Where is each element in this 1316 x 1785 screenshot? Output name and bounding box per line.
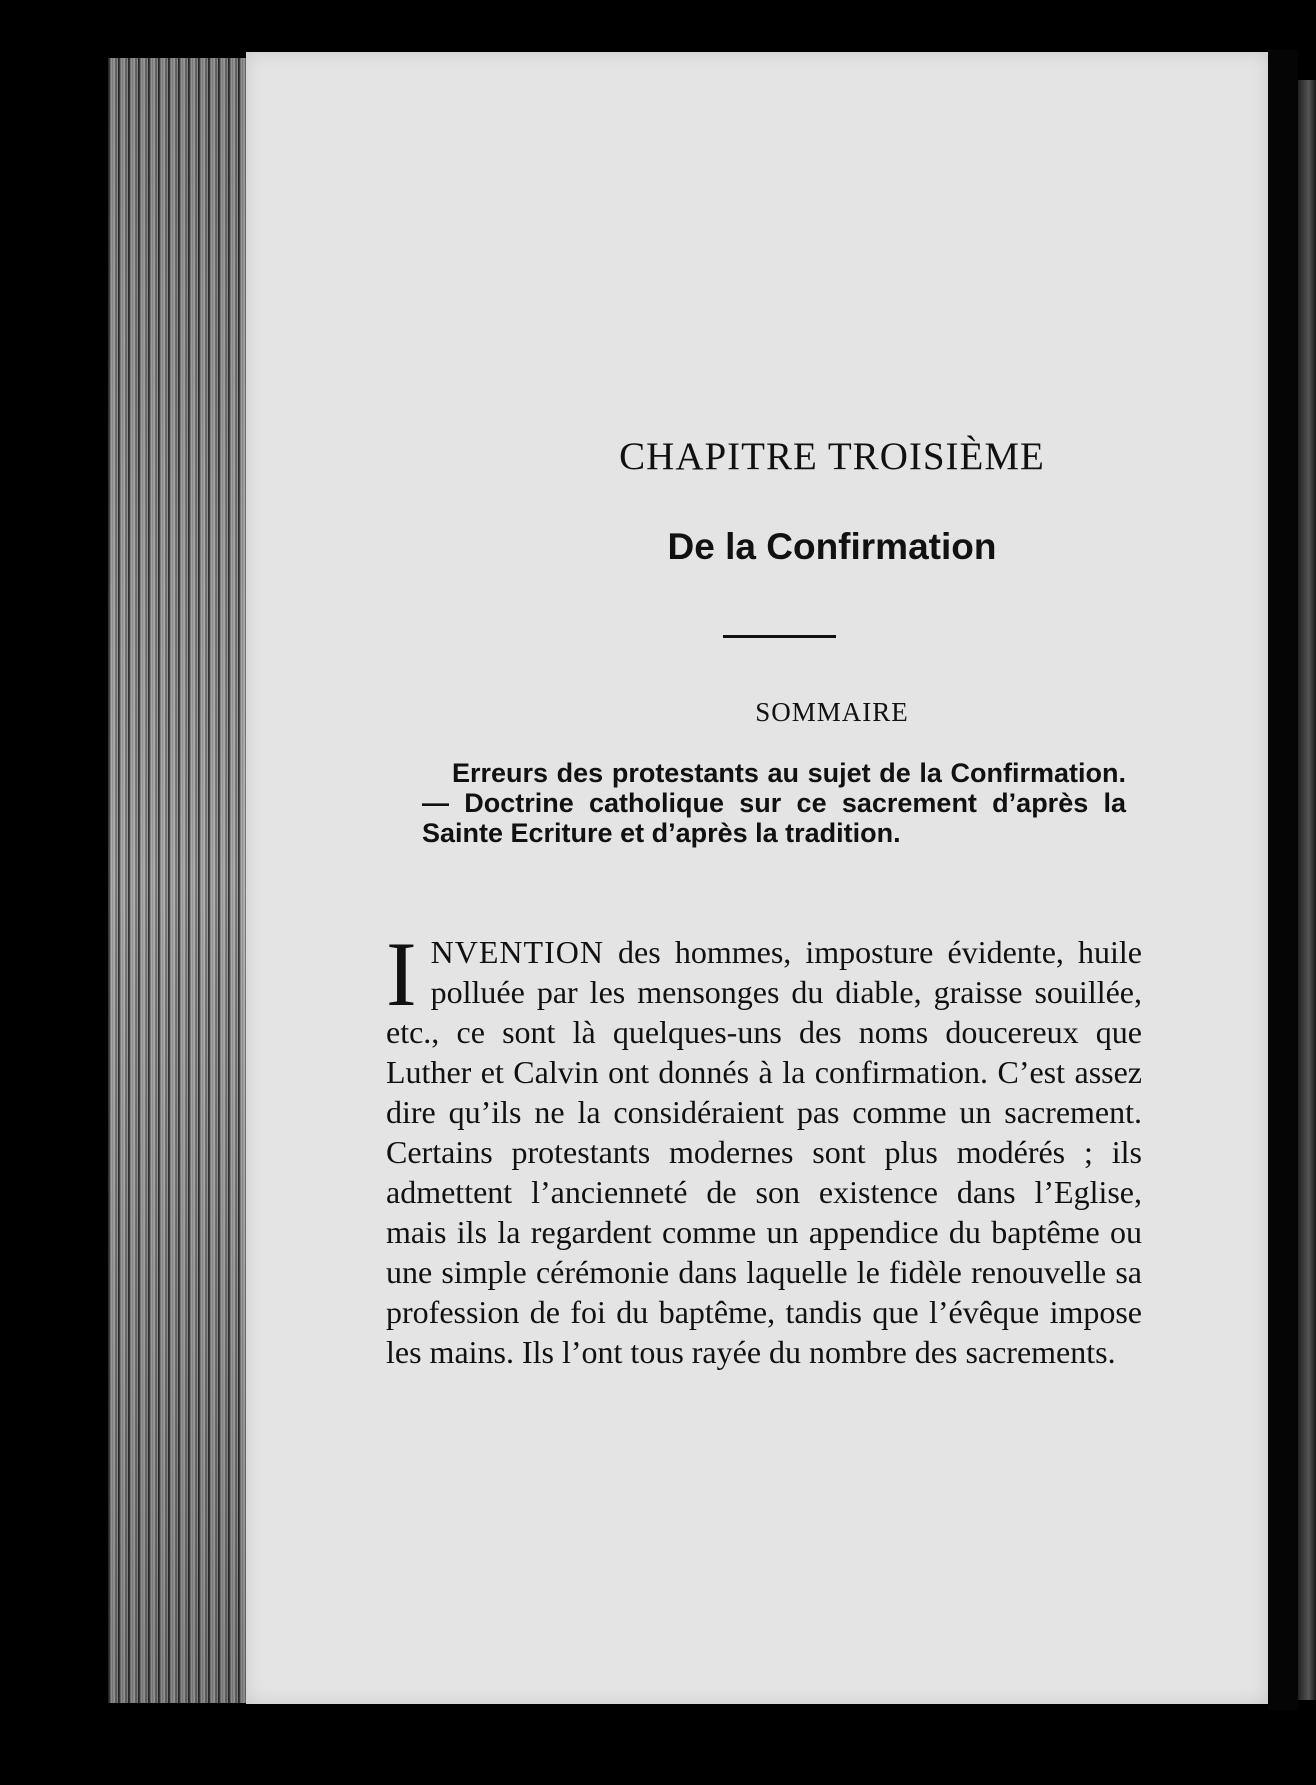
opening-word: NVENTION	[430, 934, 604, 970]
body-paragraph	[386, 923, 1142, 1372]
summary-heading: SOMMAIRE	[755, 697, 909, 727]
title-divider	[723, 635, 836, 638]
drop-cap: I	[386, 923, 417, 1025]
summary-text: Erreurs des protestants au sujet de la Confirmation. — Doctrine catholique sur ce sacrement d’après la Sainte Ecriture et d’après la tradition.	[422, 758, 1126, 848]
page-edges	[108, 58, 248, 1703]
next-page-sliver	[1298, 80, 1316, 1700]
body-text: des hommes, imposture évidente, huile polluée par les mensonges du diable, graisse souillée, etc., ce sont là quelques-uns des noms doucereux que Luther et Calvin ont donnés à la confirmation. C’est assez dire qu’ils ne la considéraient pas comme un sacrement. Certains protestants modernes sont plus modérés ; ils admettent l’ancienneté de son existence dans l’Eglise, mais ils la regardent comme un appendice du baptême ou une simple cérémonie dans laquelle le fidèle renouvelle sa profession de foi du baptême, tandis que l’évêque impose les mains. Ils l’ont tous rayée du nombre des sacrements.	[386, 934, 1142, 1370]
book-page	[246, 52, 1268, 1704]
section-title: De la Confirmation	[667, 526, 997, 567]
chapter-title: CHAPITRE TROISIÈME	[619, 435, 1045, 478]
summary-paragraph	[422, 758, 1126, 848]
book-binding	[1268, 50, 1298, 1710]
